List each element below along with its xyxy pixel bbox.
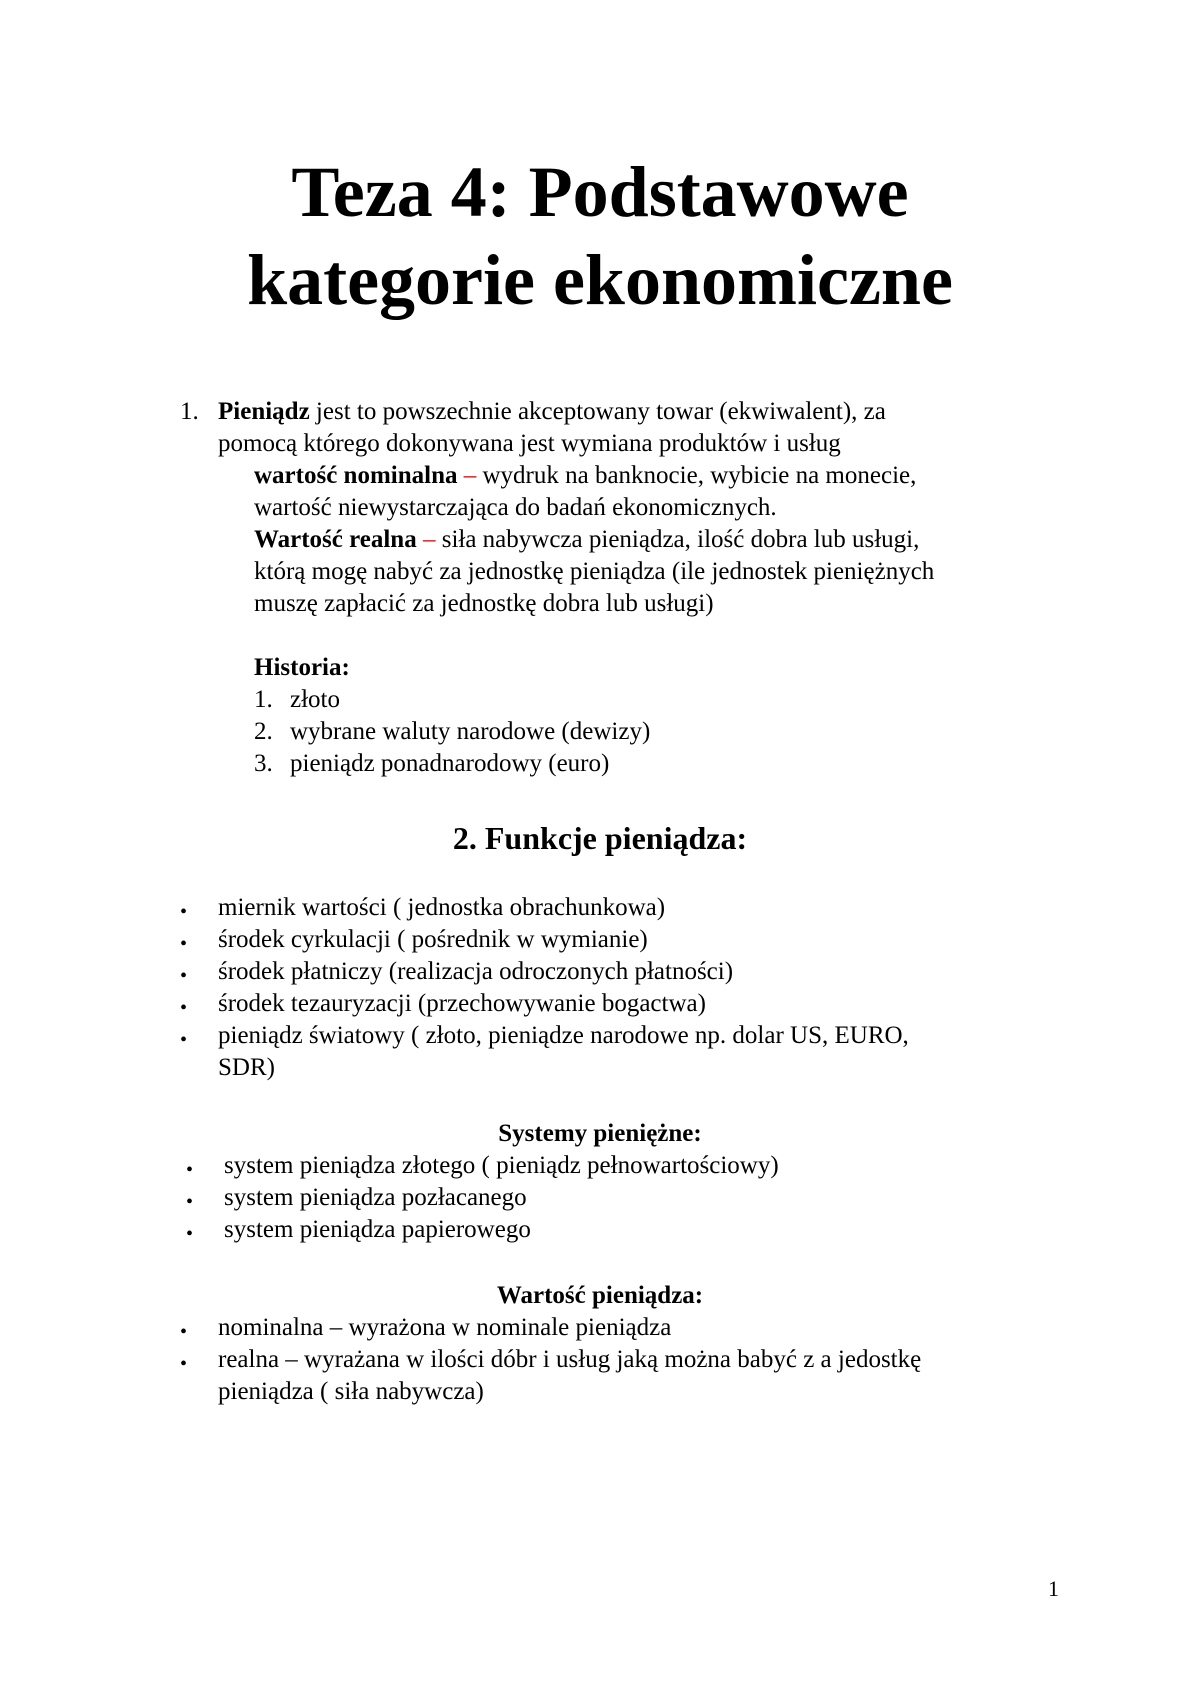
term-nominal: wartość nominalna xyxy=(254,462,458,489)
history-item xyxy=(254,748,609,780)
definition-line-2: pomocą którego dokonywana jest wymiana produktów i usług xyxy=(218,430,841,457)
term-real: Wartość realna xyxy=(254,526,417,553)
title-line-1: Teza 4: Podstawowe xyxy=(291,152,909,232)
list-item: realna – wyrażana w ilości dóbr i usług jaką można babyć z a jedostkę xyxy=(218,1346,922,1373)
nominal-text-1: wydruk na banknocie, wybicie na monecie, xyxy=(476,462,917,489)
history-item xyxy=(254,716,650,748)
page-number: 1 xyxy=(1048,1576,1059,1601)
real-value-line-2: którą mogę nabyć za jednostkę pieniądza (ile jednostek pieniężnych xyxy=(254,558,935,585)
real-text-1: siła nabywcza pieniądza, ilość dobra lub usługi, xyxy=(435,526,920,553)
list-number: 1. xyxy=(180,398,199,425)
bullet-icon: • xyxy=(180,997,188,1019)
section-heading-systems: Systemy pieniężne: xyxy=(498,1120,702,1147)
bullet-icon: • xyxy=(180,965,188,987)
list-item: środek płatniczy (realizacja odroczonych płatności) xyxy=(218,958,734,985)
list-item: nominalna – wyrażona w nominale pieniądza xyxy=(218,1314,672,1341)
list-item: środek tezauryzacji (przechowywanie bogactwa) xyxy=(218,990,706,1017)
history-text: złoto xyxy=(290,686,340,713)
real-value-line-1 xyxy=(254,524,1074,556)
history-text: wybrane waluty narodowe (dewizy) xyxy=(290,718,651,745)
list-item: miernik wartości ( jednostka obrachunkowa) xyxy=(218,894,666,921)
history-number: 2. xyxy=(254,718,273,745)
section-heading-value: Wartość pieniądza: xyxy=(496,1282,704,1309)
history-heading xyxy=(254,652,1074,684)
term-money: Pieniądz xyxy=(218,398,310,425)
definition-text-1: jest to powszechnie akceptowany towar (ekwiwalent), za xyxy=(309,398,886,425)
section-heading-functions: 2. Funkcje pieniądza: xyxy=(452,820,748,856)
definition-line-1 xyxy=(218,396,886,428)
title-line-2: kategorie ekonomiczne xyxy=(247,240,953,320)
nominal-value-line-2: wartość niewystarczająca do badań ekonomicznych. xyxy=(254,494,777,521)
list-item-continuation: pieniądza ( siła nabywcza) xyxy=(218,1378,484,1405)
history-number: 3. xyxy=(254,750,273,777)
bullet-icon: • xyxy=(186,1223,194,1245)
bullet-icon: • xyxy=(180,1353,188,1375)
bullet-icon: • xyxy=(186,1191,194,1213)
real-dash: – xyxy=(416,526,436,553)
list-item: system pieniądza złotego ( pieniądz pełnowartościowy) xyxy=(224,1152,779,1179)
list-item-continuation: SDR) xyxy=(218,1054,275,1081)
bullet-icon: • xyxy=(180,901,188,923)
bullet-icon: • xyxy=(180,1029,188,1051)
bullet-icon: • xyxy=(186,1159,194,1181)
history-item xyxy=(254,684,340,716)
page-title xyxy=(0,148,1200,324)
list-item: system pieniądza pozłacanego xyxy=(224,1184,527,1211)
history-text: pieniądz ponadnarodowy (euro) xyxy=(290,750,610,777)
real-value-line-3: muszę zapłacić za jednostkę dobra lub usługi) xyxy=(254,590,714,617)
nominal-dash: – xyxy=(457,462,477,489)
bullet-icon: • xyxy=(180,933,188,955)
nominal-value-line-1 xyxy=(254,460,1074,492)
history-number: 1. xyxy=(254,686,273,713)
bullet-icon: • xyxy=(180,1321,188,1343)
list-item: środek cyrkulacji ( pośrednik w wymianie) xyxy=(218,926,648,953)
list-item: pieniądz światowy ( złoto, pieniądze narodowe np. dolar US, EURO, xyxy=(218,1022,909,1049)
history-heading-text: Historia: xyxy=(254,654,350,681)
list-item: system pieniądza papierowego xyxy=(224,1216,531,1243)
